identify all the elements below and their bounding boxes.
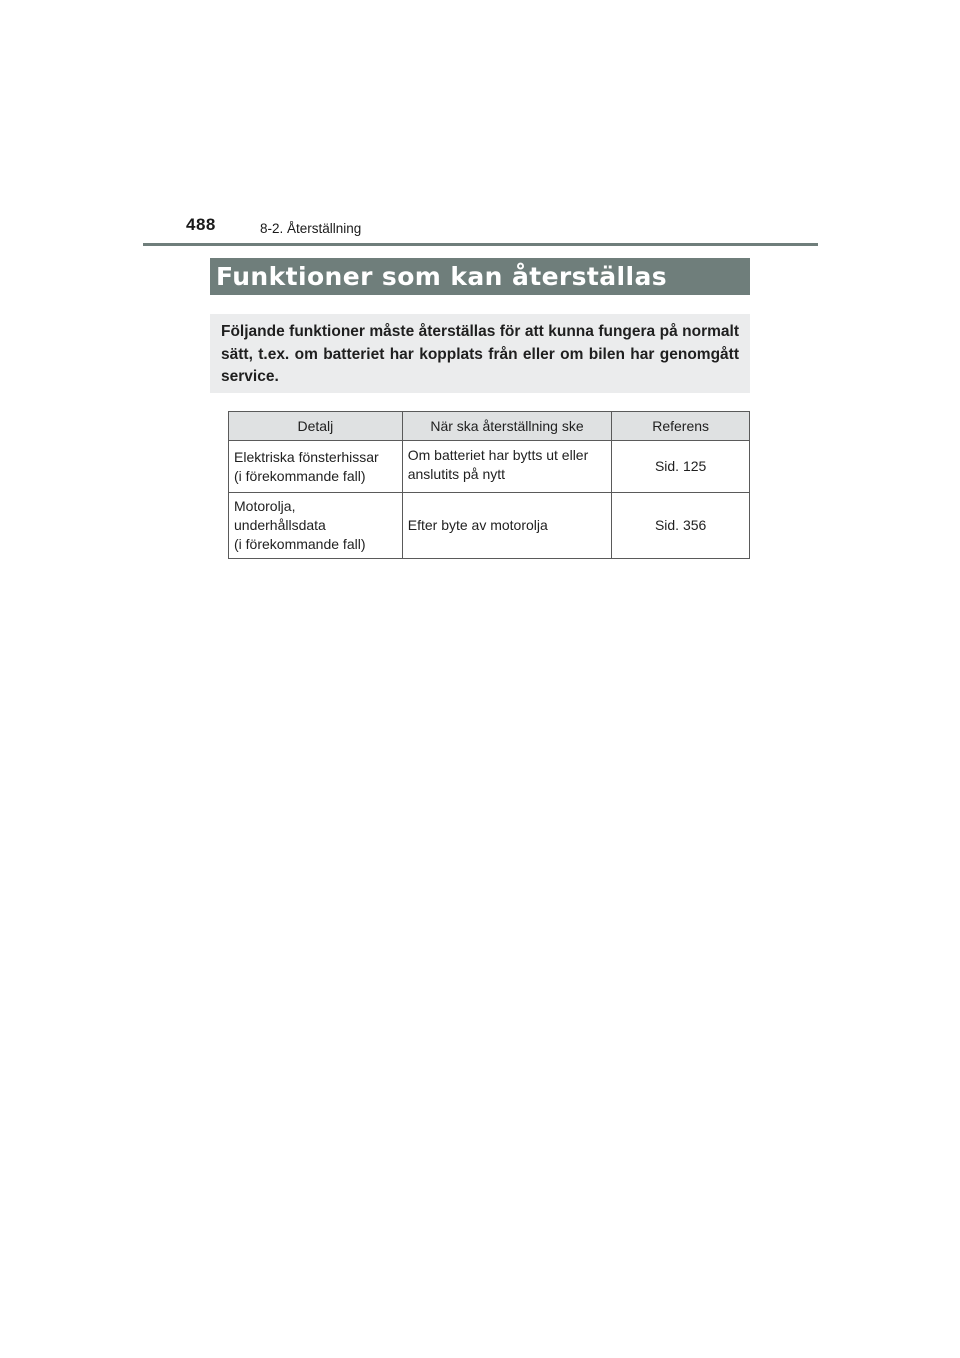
cell-line: Motorolja, [234, 498, 296, 514]
intro-box: Följande funktioner måste återställas för att kunna fungera på normalt sätt, t.ex. om batteriet har kopplats från eller om bilen har genomgått service. [210, 314, 750, 393]
cell-line: (i förekommande fall) [234, 536, 366, 552]
cell-line: anslutits på nytt [407, 466, 506, 482]
column-header-when: När ska återställning ske [402, 412, 612, 441]
section-reference: 8-2. Återställning [260, 221, 362, 236]
cell-line: underhållsdata [234, 517, 326, 533]
cell-line: (i förekommande fall) [234, 467, 366, 484]
column-header-reference: Referens [612, 412, 750, 441]
cell-when [402, 493, 612, 559]
section-heading: Funktioner som kan återställas [210, 258, 750, 295]
table-row [229, 493, 750, 559]
cell-line: Om batteriet har bytts ut eller [407, 447, 589, 463]
cell-reference: Sid. 125 [612, 441, 750, 493]
cell-line: Efter byte av motorolja [407, 517, 548, 533]
table-row [229, 441, 750, 493]
table-header-row [229, 412, 750, 441]
cell-when [402, 441, 612, 493]
header-rule [143, 243, 818, 246]
cell-detail [229, 493, 403, 559]
cell-detail [229, 441, 403, 493]
page-number: 488 [186, 215, 216, 234]
cell-line: Elektriska fönsterhissar [234, 448, 379, 465]
cell-reference: Sid. 356 [612, 493, 750, 559]
column-header-detail: Detalj [229, 412, 403, 441]
reset-table [228, 411, 750, 559]
